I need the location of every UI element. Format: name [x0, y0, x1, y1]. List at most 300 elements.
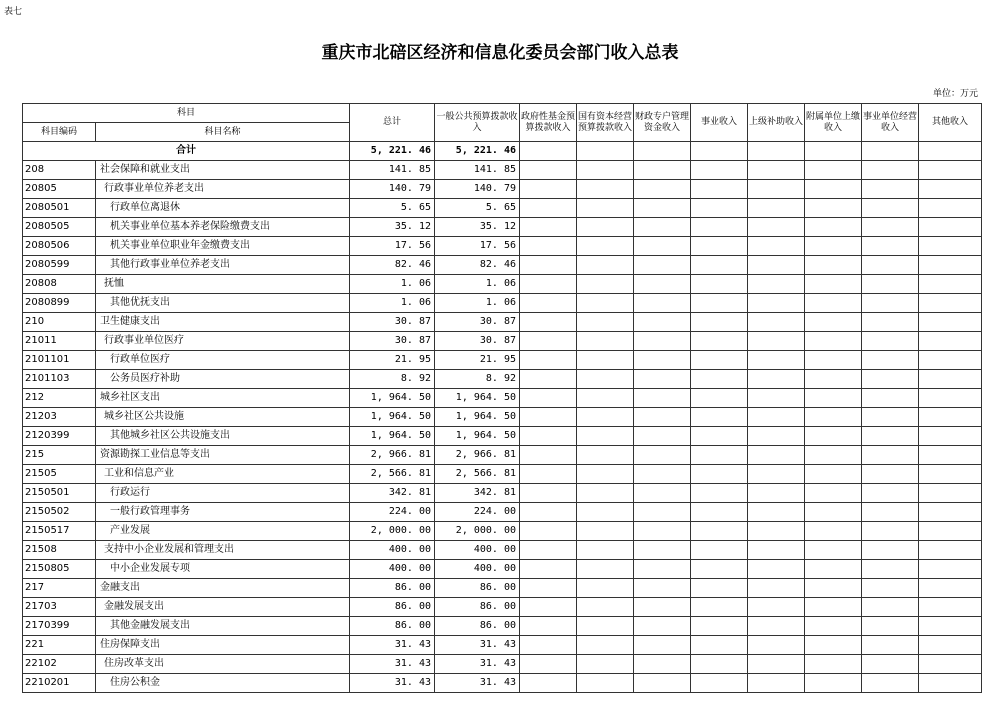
row-name: 行政单位离退休	[96, 199, 350, 218]
empty-cell	[520, 351, 577, 370]
row-total: 2, 966. 81	[350, 446, 435, 465]
empty-cell	[634, 674, 691, 693]
empty-cell	[805, 617, 862, 636]
row-name: 住房保障支出	[96, 636, 350, 655]
table-row	[23, 199, 982, 218]
table-row	[23, 560, 982, 579]
row-total: 17. 56	[350, 237, 435, 256]
empty-cell	[520, 180, 577, 199]
empty-cell	[748, 560, 805, 579]
empty-cell	[862, 674, 919, 693]
empty-cell	[577, 408, 634, 427]
empty-cell	[520, 408, 577, 427]
empty-cell	[634, 636, 691, 655]
table-row	[23, 522, 982, 541]
empty-cell	[634, 313, 691, 332]
empty-cell	[919, 370, 982, 389]
empty-cell	[862, 161, 919, 180]
empty-cell	[748, 237, 805, 256]
empty-cell	[805, 256, 862, 275]
empty-cell	[520, 503, 577, 522]
empty-cell	[577, 370, 634, 389]
row-name: 行政单位医疗	[96, 351, 350, 370]
row-name: 其他金融发展支出	[96, 617, 350, 636]
empty-cell	[520, 313, 577, 332]
row-code: 208	[23, 161, 96, 180]
empty-cell	[862, 351, 919, 370]
empty-cell	[577, 332, 634, 351]
total-label: 合计	[23, 142, 350, 161]
empty-cell	[805, 294, 862, 313]
empty-cell	[691, 351, 748, 370]
empty-cell	[520, 465, 577, 484]
row-name: 抚恤	[96, 275, 350, 294]
empty-cell	[691, 161, 748, 180]
empty-cell	[691, 370, 748, 389]
row-total: 30. 87	[350, 313, 435, 332]
empty-cell	[805, 142, 862, 161]
empty-cell	[748, 332, 805, 351]
empty-cell	[577, 218, 634, 237]
row-name: 卫生健康支出	[96, 313, 350, 332]
table-row	[23, 389, 982, 408]
empty-cell	[919, 180, 982, 199]
row-total: 30. 87	[350, 332, 435, 351]
empty-cell	[634, 503, 691, 522]
empty-cell	[919, 199, 982, 218]
empty-cell	[520, 427, 577, 446]
row-name: 资源勘探工业信息等支出	[96, 446, 350, 465]
empty-cell	[577, 237, 634, 256]
row-total: 1. 06	[350, 275, 435, 294]
row-code: 215	[23, 446, 96, 465]
empty-cell	[919, 674, 982, 693]
empty-cell	[520, 541, 577, 560]
empty-cell	[577, 636, 634, 655]
empty-cell	[520, 560, 577, 579]
row-general: 30. 87	[435, 313, 520, 332]
row-total: 1, 964. 50	[350, 389, 435, 408]
row-total: 141. 85	[350, 161, 435, 180]
empty-cell	[691, 503, 748, 522]
empty-cell	[634, 237, 691, 256]
row-total: 31. 43	[350, 636, 435, 655]
empty-cell	[919, 465, 982, 484]
row-general: 140. 79	[435, 180, 520, 199]
row-general: 2, 000. 00	[435, 522, 520, 541]
empty-cell	[919, 142, 982, 161]
header-subject: 科目	[23, 104, 350, 123]
row-general: 400. 00	[435, 541, 520, 560]
empty-cell	[520, 294, 577, 313]
empty-cell	[919, 503, 982, 522]
empty-cell	[919, 275, 982, 294]
table-row	[23, 503, 982, 522]
empty-cell	[634, 370, 691, 389]
empty-cell	[919, 427, 982, 446]
empty-cell	[862, 465, 919, 484]
empty-cell	[862, 560, 919, 579]
empty-cell	[634, 161, 691, 180]
empty-cell	[577, 142, 634, 161]
row-general: 2, 966. 81	[435, 446, 520, 465]
empty-cell	[634, 465, 691, 484]
row-name: 住房公积金	[96, 674, 350, 693]
empty-cell	[634, 294, 691, 313]
header-code: 科目编码	[23, 123, 96, 142]
empty-cell	[748, 294, 805, 313]
row-name: 行政运行	[96, 484, 350, 503]
row-total: 8. 92	[350, 370, 435, 389]
empty-cell	[691, 560, 748, 579]
empty-cell	[520, 389, 577, 408]
row-name: 一般行政管理事务	[96, 503, 350, 522]
row-name: 其他优抚支出	[96, 294, 350, 313]
empty-cell	[520, 199, 577, 218]
empty-cell	[748, 465, 805, 484]
row-general: 82. 46	[435, 256, 520, 275]
row-code: 2150517	[23, 522, 96, 541]
empty-cell	[691, 275, 748, 294]
row-total: 1. 06	[350, 294, 435, 313]
table-row	[23, 674, 982, 693]
empty-cell	[862, 446, 919, 465]
total-general: 5, 221. 46	[435, 142, 520, 161]
empty-cell	[634, 617, 691, 636]
empty-cell	[634, 275, 691, 294]
empty-cell	[862, 484, 919, 503]
empty-cell	[919, 408, 982, 427]
row-code: 2080501	[23, 199, 96, 218]
row-name: 行政事业单位医疗	[96, 332, 350, 351]
empty-cell	[862, 237, 919, 256]
empty-cell	[862, 294, 919, 313]
empty-cell	[520, 636, 577, 655]
empty-cell	[634, 522, 691, 541]
empty-cell	[748, 541, 805, 560]
empty-cell	[862, 408, 919, 427]
empty-cell	[691, 484, 748, 503]
empty-cell	[862, 218, 919, 237]
empty-cell	[748, 636, 805, 655]
empty-cell	[919, 161, 982, 180]
row-total: 86. 00	[350, 579, 435, 598]
row-name: 机关事业单位职业年金缴费支出	[96, 237, 350, 256]
empty-cell	[634, 218, 691, 237]
header-total: 总计	[350, 104, 435, 142]
empty-cell	[805, 579, 862, 598]
row-general: 224. 00	[435, 503, 520, 522]
empty-cell	[919, 636, 982, 655]
row-total: 86. 00	[350, 617, 435, 636]
empty-cell	[862, 389, 919, 408]
row-general: 8. 92	[435, 370, 520, 389]
row-code: 2101101	[23, 351, 96, 370]
row-general: 31. 43	[435, 655, 520, 674]
empty-cell	[748, 313, 805, 332]
empty-cell	[577, 275, 634, 294]
empty-cell	[634, 598, 691, 617]
empty-cell	[805, 351, 862, 370]
empty-cell	[862, 522, 919, 541]
empty-cell	[691, 522, 748, 541]
empty-cell	[520, 484, 577, 503]
table-row	[23, 465, 982, 484]
row-total: 140. 79	[350, 180, 435, 199]
empty-cell	[577, 617, 634, 636]
row-name: 支持中小企业发展和管理支出	[96, 541, 350, 560]
row-code: 2080599	[23, 256, 96, 275]
empty-cell	[577, 199, 634, 218]
empty-cell	[748, 503, 805, 522]
empty-cell	[691, 674, 748, 693]
row-code: 2101103	[23, 370, 96, 389]
empty-cell	[919, 237, 982, 256]
empty-cell	[577, 180, 634, 199]
empty-cell	[862, 579, 919, 598]
table-row	[23, 256, 982, 275]
row-name: 产业发展	[96, 522, 350, 541]
row-code: 21508	[23, 541, 96, 560]
empty-cell	[805, 598, 862, 617]
empty-cell	[748, 180, 805, 199]
empty-cell	[805, 408, 862, 427]
empty-cell	[748, 218, 805, 237]
empty-cell	[862, 370, 919, 389]
empty-cell	[577, 655, 634, 674]
empty-cell	[919, 313, 982, 332]
row-name: 公务员医疗补助	[96, 370, 350, 389]
empty-cell	[748, 446, 805, 465]
empty-cell	[919, 617, 982, 636]
row-name: 行政事业单位养老支出	[96, 180, 350, 199]
empty-cell	[691, 465, 748, 484]
empty-cell	[805, 503, 862, 522]
row-code: 221	[23, 636, 96, 655]
row-general: 31. 43	[435, 674, 520, 693]
empty-cell	[520, 275, 577, 294]
row-code: 2150502	[23, 503, 96, 522]
empty-cell	[577, 446, 634, 465]
empty-cell	[919, 256, 982, 275]
empty-cell	[691, 218, 748, 237]
empty-cell	[520, 674, 577, 693]
row-name: 中小企业发展专项	[96, 560, 350, 579]
header-name: 科目名称	[96, 123, 350, 142]
empty-cell	[634, 446, 691, 465]
row-code: 2170399	[23, 617, 96, 636]
empty-cell	[520, 237, 577, 256]
empty-cell	[520, 332, 577, 351]
empty-cell	[805, 161, 862, 180]
empty-cell	[748, 674, 805, 693]
row-general: 1. 06	[435, 275, 520, 294]
empty-cell	[805, 427, 862, 446]
row-total: 400. 00	[350, 560, 435, 579]
table-row	[23, 655, 982, 674]
row-code: 210	[23, 313, 96, 332]
empty-cell	[862, 313, 919, 332]
empty-cell	[577, 522, 634, 541]
header-gov-fund: 政府性基金预算拨款收入	[520, 104, 577, 142]
empty-cell	[520, 446, 577, 465]
empty-cell	[691, 446, 748, 465]
empty-cell	[805, 560, 862, 579]
empty-cell	[919, 598, 982, 617]
empty-cell	[919, 484, 982, 503]
empty-cell	[862, 180, 919, 199]
empty-cell	[520, 161, 577, 180]
row-code: 21703	[23, 598, 96, 617]
row-total: 1, 964. 50	[350, 408, 435, 427]
row-code: 2150501	[23, 484, 96, 503]
row-total: 1, 964. 50	[350, 427, 435, 446]
empty-cell	[805, 180, 862, 199]
table-row	[23, 598, 982, 617]
row-general: 1, 964. 50	[435, 427, 520, 446]
row-code: 21011	[23, 332, 96, 351]
empty-cell	[862, 617, 919, 636]
row-general: 86. 00	[435, 579, 520, 598]
empty-cell	[577, 256, 634, 275]
total-row	[23, 142, 982, 161]
empty-cell	[862, 275, 919, 294]
row-name: 金融支出	[96, 579, 350, 598]
header-general-budget: 一般公共预算拨款收入	[435, 104, 520, 142]
row-total: 5. 65	[350, 199, 435, 218]
empty-cell	[919, 541, 982, 560]
empty-cell	[634, 541, 691, 560]
empty-cell	[634, 579, 691, 598]
empty-cell	[577, 541, 634, 560]
empty-cell	[691, 541, 748, 560]
row-total: 2, 000. 00	[350, 522, 435, 541]
empty-cell	[805, 237, 862, 256]
empty-cell	[862, 503, 919, 522]
income-summary-table	[22, 103, 982, 693]
empty-cell	[748, 351, 805, 370]
row-name: 其他行政事业单位养老支出	[96, 256, 350, 275]
empty-cell	[805, 541, 862, 560]
empty-cell	[691, 294, 748, 313]
empty-cell	[691, 237, 748, 256]
row-total: 342. 81	[350, 484, 435, 503]
row-general: 17. 56	[435, 237, 520, 256]
empty-cell	[691, 427, 748, 446]
row-code: 20805	[23, 180, 96, 199]
table-row	[23, 351, 982, 370]
empty-cell	[691, 636, 748, 655]
empty-cell	[862, 199, 919, 218]
table-row	[23, 484, 982, 503]
empty-cell	[634, 142, 691, 161]
empty-cell	[748, 617, 805, 636]
row-general: 86. 00	[435, 617, 520, 636]
row-general: 400. 00	[435, 560, 520, 579]
empty-cell	[520, 655, 577, 674]
empty-cell	[862, 655, 919, 674]
table-row	[23, 332, 982, 351]
header-superior-subsidy: 上级补助收入	[748, 104, 805, 142]
header-business: 事业收入	[691, 104, 748, 142]
empty-cell	[919, 218, 982, 237]
empty-cell	[805, 370, 862, 389]
row-name: 社会保障和就业支出	[96, 161, 350, 180]
empty-cell	[634, 655, 691, 674]
table-row	[23, 161, 982, 180]
row-total: 224. 00	[350, 503, 435, 522]
row-general: 35. 12	[435, 218, 520, 237]
empty-cell	[634, 180, 691, 199]
empty-cell	[748, 142, 805, 161]
empty-cell	[919, 294, 982, 313]
empty-cell	[748, 598, 805, 617]
empty-cell	[577, 313, 634, 332]
empty-cell	[691, 598, 748, 617]
table-row	[23, 313, 982, 332]
row-general: 1, 964. 50	[435, 389, 520, 408]
empty-cell	[748, 161, 805, 180]
empty-cell	[634, 351, 691, 370]
row-code: 2150805	[23, 560, 96, 579]
empty-cell	[634, 256, 691, 275]
empty-cell	[520, 218, 577, 237]
row-general: 342. 81	[435, 484, 520, 503]
row-total: 400. 00	[350, 541, 435, 560]
row-total: 35. 12	[350, 218, 435, 237]
empty-cell	[577, 465, 634, 484]
empty-cell	[577, 579, 634, 598]
empty-cell	[748, 256, 805, 275]
table-row	[23, 408, 982, 427]
empty-cell	[805, 199, 862, 218]
empty-cell	[634, 427, 691, 446]
empty-cell	[520, 579, 577, 598]
empty-cell	[805, 275, 862, 294]
row-name: 其他城乡社区公共设施支出	[96, 427, 350, 446]
table-row	[23, 294, 982, 313]
row-code: 20808	[23, 275, 96, 294]
empty-cell	[919, 560, 982, 579]
row-general: 31. 43	[435, 636, 520, 655]
empty-cell	[520, 522, 577, 541]
empty-cell	[577, 351, 634, 370]
empty-cell	[805, 446, 862, 465]
empty-cell	[634, 332, 691, 351]
empty-cell	[520, 142, 577, 161]
table-row	[23, 541, 982, 560]
row-code: 2120399	[23, 427, 96, 446]
empty-cell	[520, 256, 577, 275]
row-code: 21505	[23, 465, 96, 484]
row-code: 2080506	[23, 237, 96, 256]
empty-cell	[691, 579, 748, 598]
row-code: 217	[23, 579, 96, 598]
empty-cell	[862, 256, 919, 275]
empty-cell	[748, 427, 805, 446]
row-code: 2080505	[23, 218, 96, 237]
empty-cell	[577, 161, 634, 180]
row-total: 86. 00	[350, 598, 435, 617]
empty-cell	[577, 674, 634, 693]
header-state-capital: 国有资本经营预算拨款收入	[577, 104, 634, 142]
table-row	[23, 427, 982, 446]
empty-cell	[520, 370, 577, 389]
row-general: 21. 95	[435, 351, 520, 370]
row-code: 21203	[23, 408, 96, 427]
empty-cell	[919, 579, 982, 598]
header-operating: 事业单位经营收入	[862, 104, 919, 142]
